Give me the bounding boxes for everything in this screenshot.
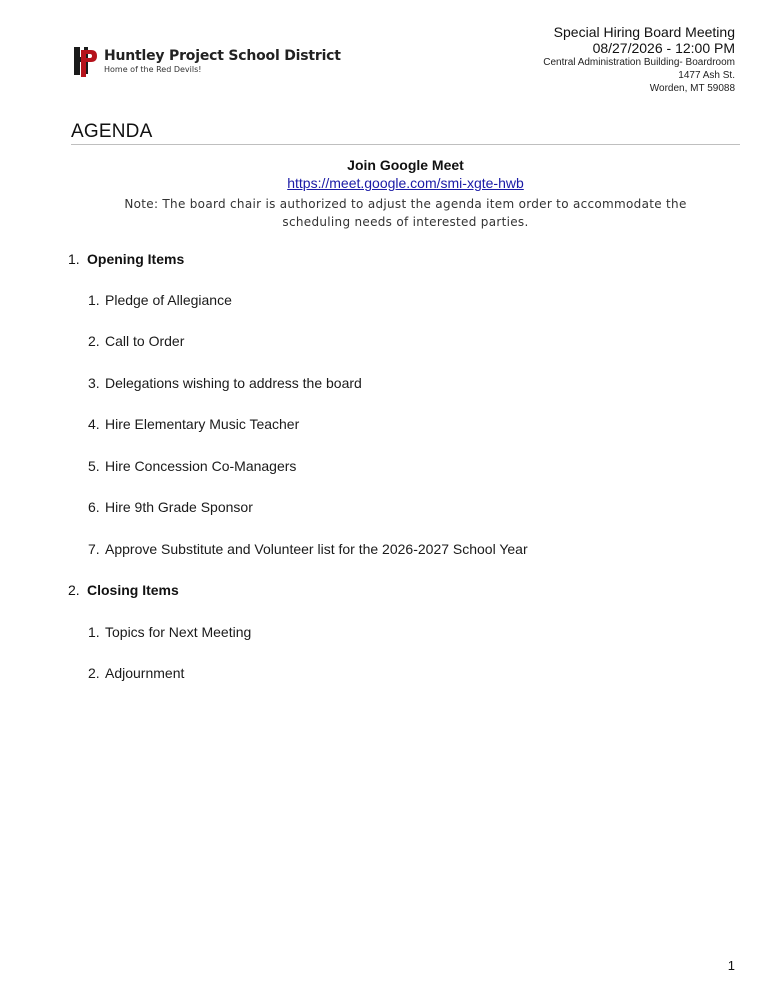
agenda-item bbox=[88, 291, 232, 309]
meet-block bbox=[71, 156, 740, 231]
item-number: 2. bbox=[88, 333, 100, 349]
item-number: 7. bbox=[88, 541, 100, 557]
agenda-item bbox=[88, 664, 184, 682]
meeting-datetime: 08/27/2026 - 12:00 PM bbox=[592, 40, 735, 56]
district-tagline: Home of the Red Devils! bbox=[104, 64, 202, 74]
agenda-item bbox=[88, 623, 251, 641]
meeting-location: Central Administration Building- Boardroom bbox=[543, 57, 735, 68]
item-number: 3. bbox=[88, 375, 100, 391]
item-label: Call to Order bbox=[105, 333, 185, 349]
agenda-item bbox=[88, 457, 296, 475]
logo-text bbox=[104, 48, 341, 75]
page-number: 1 bbox=[727, 958, 735, 973]
address-line-1: 1477 Ash St. bbox=[678, 70, 735, 81]
agenda-item bbox=[88, 332, 184, 350]
item-label: Hire 9th Grade Sponsor bbox=[105, 499, 253, 515]
section-label: Opening Items bbox=[87, 251, 185, 267]
item-label: Approve Substitute and Volunteer list for the 2026-2027 School Year bbox=[105, 541, 528, 557]
item-number: 1. bbox=[88, 624, 100, 640]
section-number: 2. bbox=[68, 582, 80, 598]
item-label: Hire Elementary Music Teacher bbox=[105, 416, 300, 432]
district-logo bbox=[72, 44, 341, 78]
address-line-2: Worden, MT 59088 bbox=[649, 83, 735, 94]
agenda-note: Note: The board chair is authorized to adjust the agenda item order to accommodate the scheduling needs of interested parties. bbox=[124, 197, 687, 229]
agenda-heading: AGENDA bbox=[71, 121, 153, 142]
hp-logo-icon bbox=[72, 44, 98, 78]
item-number: 6. bbox=[88, 499, 100, 515]
agenda-item bbox=[88, 540, 528, 558]
item-number: 1. bbox=[88, 292, 100, 308]
meeting-title: Special Hiring Board Meeting bbox=[553, 24, 735, 40]
agenda-item bbox=[88, 498, 253, 516]
item-label: Delegations wishing to address the board bbox=[105, 375, 362, 391]
meeting-info bbox=[543, 24, 735, 95]
section-label: Closing Items bbox=[87, 582, 179, 598]
item-label: Adjournment bbox=[105, 665, 185, 681]
district-name: Huntley Project School District bbox=[104, 47, 341, 64]
item-number: 5. bbox=[88, 458, 100, 474]
item-label: Hire Concession Co-Managers bbox=[105, 458, 297, 474]
item-label: Topics for Next Meeting bbox=[105, 624, 252, 640]
heading-divider bbox=[71, 144, 740, 145]
section-number: 1. bbox=[68, 251, 80, 267]
meet-link[interactable]: https://meet.google.com/smi-xgte-hwb bbox=[287, 175, 524, 191]
agenda-item bbox=[88, 415, 299, 433]
item-number: 4. bbox=[88, 416, 100, 432]
item-label: Pledge of Allegiance bbox=[105, 292, 232, 308]
item-number: 2. bbox=[88, 665, 100, 681]
meet-title: Join Google Meet bbox=[347, 157, 464, 173]
section-opening-items bbox=[68, 250, 184, 268]
agenda-item bbox=[88, 374, 362, 392]
section-closing-items bbox=[68, 581, 179, 599]
